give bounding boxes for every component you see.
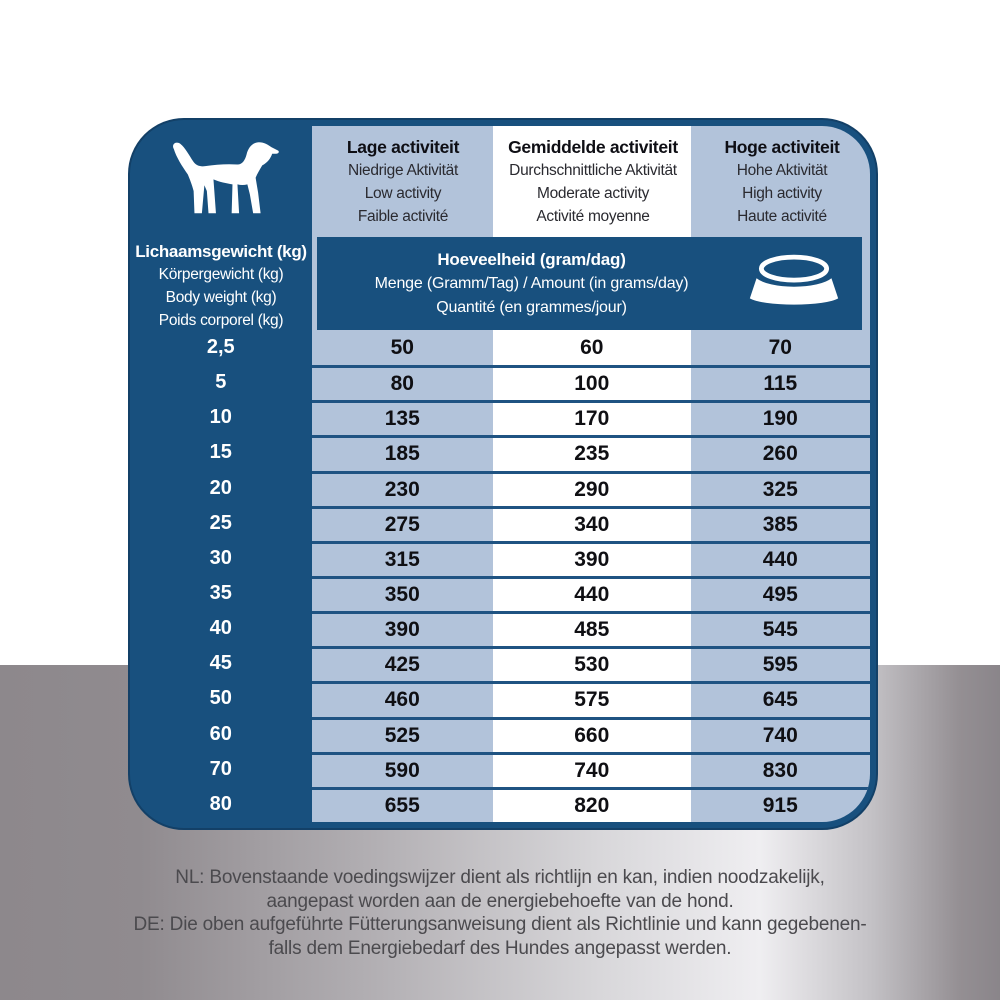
table-row (130, 787, 870, 822)
table-row (130, 646, 870, 681)
cell-high: 190 (691, 400, 871, 435)
cell-high: 830 (691, 752, 871, 787)
cell-weight: 45 (209, 652, 232, 675)
cell-moderate: 740 (493, 752, 690, 787)
table-row (130, 435, 870, 470)
cell-high: 495 (691, 576, 871, 611)
footnote-line: NL: Bovenstaande voedingswijzer dient als richtlijn en kan, indien noodzakelijk, (175, 867, 825, 888)
header-high-activity (692, 126, 870, 237)
cell-high: 260 (691, 435, 871, 470)
cell-moderate: 820 (493, 787, 690, 822)
cell-low: 230 (312, 471, 494, 506)
cell-weight: 30 (209, 546, 232, 569)
cell-high: 385 (691, 506, 871, 541)
cell-high: 545 (691, 611, 871, 646)
table-row (130, 576, 870, 611)
cell-weight: 80 (209, 792, 232, 815)
footnote (0, 866, 1000, 960)
cell-moderate: 235 (493, 435, 690, 470)
header-line: Lage activiteit (346, 136, 460, 157)
amount-band-line: Quantité (en grammes/jour) (436, 298, 627, 316)
table-row (130, 471, 870, 506)
cell-high: 740 (691, 717, 871, 752)
cell-high: 440 (691, 541, 871, 576)
cell-moderate: 660 (493, 717, 690, 752)
body-weight-line: Lichaamsgewicht (kg) (135, 241, 307, 261)
cell-weight: 25 (209, 511, 232, 534)
cell-weight: 40 (209, 617, 232, 640)
cell-weight: 10 (209, 406, 232, 429)
header-line: High activity (742, 184, 822, 202)
dog-bowl-icon (746, 254, 842, 314)
cell-low: 350 (312, 576, 494, 611)
cell-high: 915 (691, 787, 871, 822)
cell-low: 315 (312, 541, 494, 576)
table-row (130, 752, 870, 787)
cell-low: 460 (312, 681, 494, 716)
footnote-line: DE: Die oben aufgeführte Fütterungsanweisung dient als Richtlinie und kann gegebenen- (133, 914, 867, 935)
cell-weight: 15 (209, 441, 232, 464)
cell-low: 390 (312, 611, 494, 646)
cell-low: 50 (390, 335, 414, 359)
header-line: Durchschnittliche Aktivität (509, 161, 677, 179)
table-area (130, 126, 870, 822)
table-row (130, 506, 870, 541)
feeding-table-card (128, 118, 878, 830)
header-line: Niedrige Aktivität (347, 161, 459, 179)
table-row (130, 400, 870, 435)
header-line: Faible activité (357, 207, 449, 225)
footnote-line: aangepast worden aan de energiebehoefte van de hond. (266, 890, 734, 912)
table-row (130, 330, 870, 365)
cell-weight: 50 (209, 687, 232, 710)
cell-weight: 35 (209, 582, 232, 605)
cell-moderate: 340 (493, 506, 690, 541)
header-line: Haute activité (737, 207, 827, 225)
body-weight-line: Poids corporel (kg) (158, 311, 284, 329)
amount-band-line: Hoeveelheid (gram/dag) (437, 249, 626, 269)
cell-low: 275 (312, 506, 494, 541)
header-line: Hoge activiteit (724, 136, 840, 157)
amount-band (317, 237, 862, 330)
cell-low: 135 (312, 400, 494, 435)
cell-low: 590 (312, 752, 494, 787)
table-row (130, 717, 870, 752)
cell-low: 425 (312, 646, 494, 681)
header-line: Activité moyenne (536, 207, 650, 225)
cell-moderate: 575 (493, 681, 690, 716)
cell-weight: 60 (209, 722, 232, 745)
header-low-activity (312, 126, 494, 237)
header-line: Gemiddelde activiteit (508, 136, 678, 157)
amount-band-line: Menge (Gramm/Tag) / Amount (in grams/day) (374, 274, 689, 292)
cell-high: 115 (691, 365, 871, 400)
cell-low: 80 (312, 365, 494, 400)
cell-low: 185 (312, 435, 494, 470)
cell-weight: 5 (215, 371, 227, 394)
cell-moderate: 530 (493, 646, 690, 681)
activity-headers (312, 126, 870, 237)
header-line: Hohe Aktivität (736, 161, 828, 179)
cell-weight: 70 (209, 757, 232, 780)
cell-high: 325 (691, 471, 871, 506)
body-weight-line: Body weight (kg) (165, 288, 277, 306)
cell-weight: 20 (209, 476, 232, 499)
cell-low: 525 (312, 717, 494, 752)
cell-high: 70 (768, 335, 792, 359)
cell-weight: 2,5 (206, 336, 235, 359)
table-row (130, 541, 870, 576)
table-rows (130, 330, 870, 822)
cell-moderate: 485 (493, 611, 690, 646)
amount-band-text (317, 248, 746, 320)
cell-moderate: 290 (493, 471, 690, 506)
footnote-line: falls dem Energiebedarf des Hundes angepasst werden. (268, 937, 732, 959)
cell-low: 655 (312, 787, 494, 822)
header-moderate-activity (494, 126, 692, 237)
cell-moderate: 60 (580, 335, 604, 359)
table-row (130, 611, 870, 646)
cell-high: 645 (691, 681, 871, 716)
header-line: Moderate activity (536, 184, 650, 202)
table-row (130, 365, 870, 400)
cell-moderate: 100 (493, 365, 690, 400)
header-line: Low activity (364, 184, 442, 202)
table-row (130, 681, 870, 716)
cell-high: 595 (691, 646, 871, 681)
cell-moderate: 170 (493, 400, 690, 435)
cell-moderate: 390 (493, 541, 690, 576)
body-weight-line: Körpergewicht (kg) (158, 265, 284, 283)
cell-moderate: 440 (493, 576, 690, 611)
